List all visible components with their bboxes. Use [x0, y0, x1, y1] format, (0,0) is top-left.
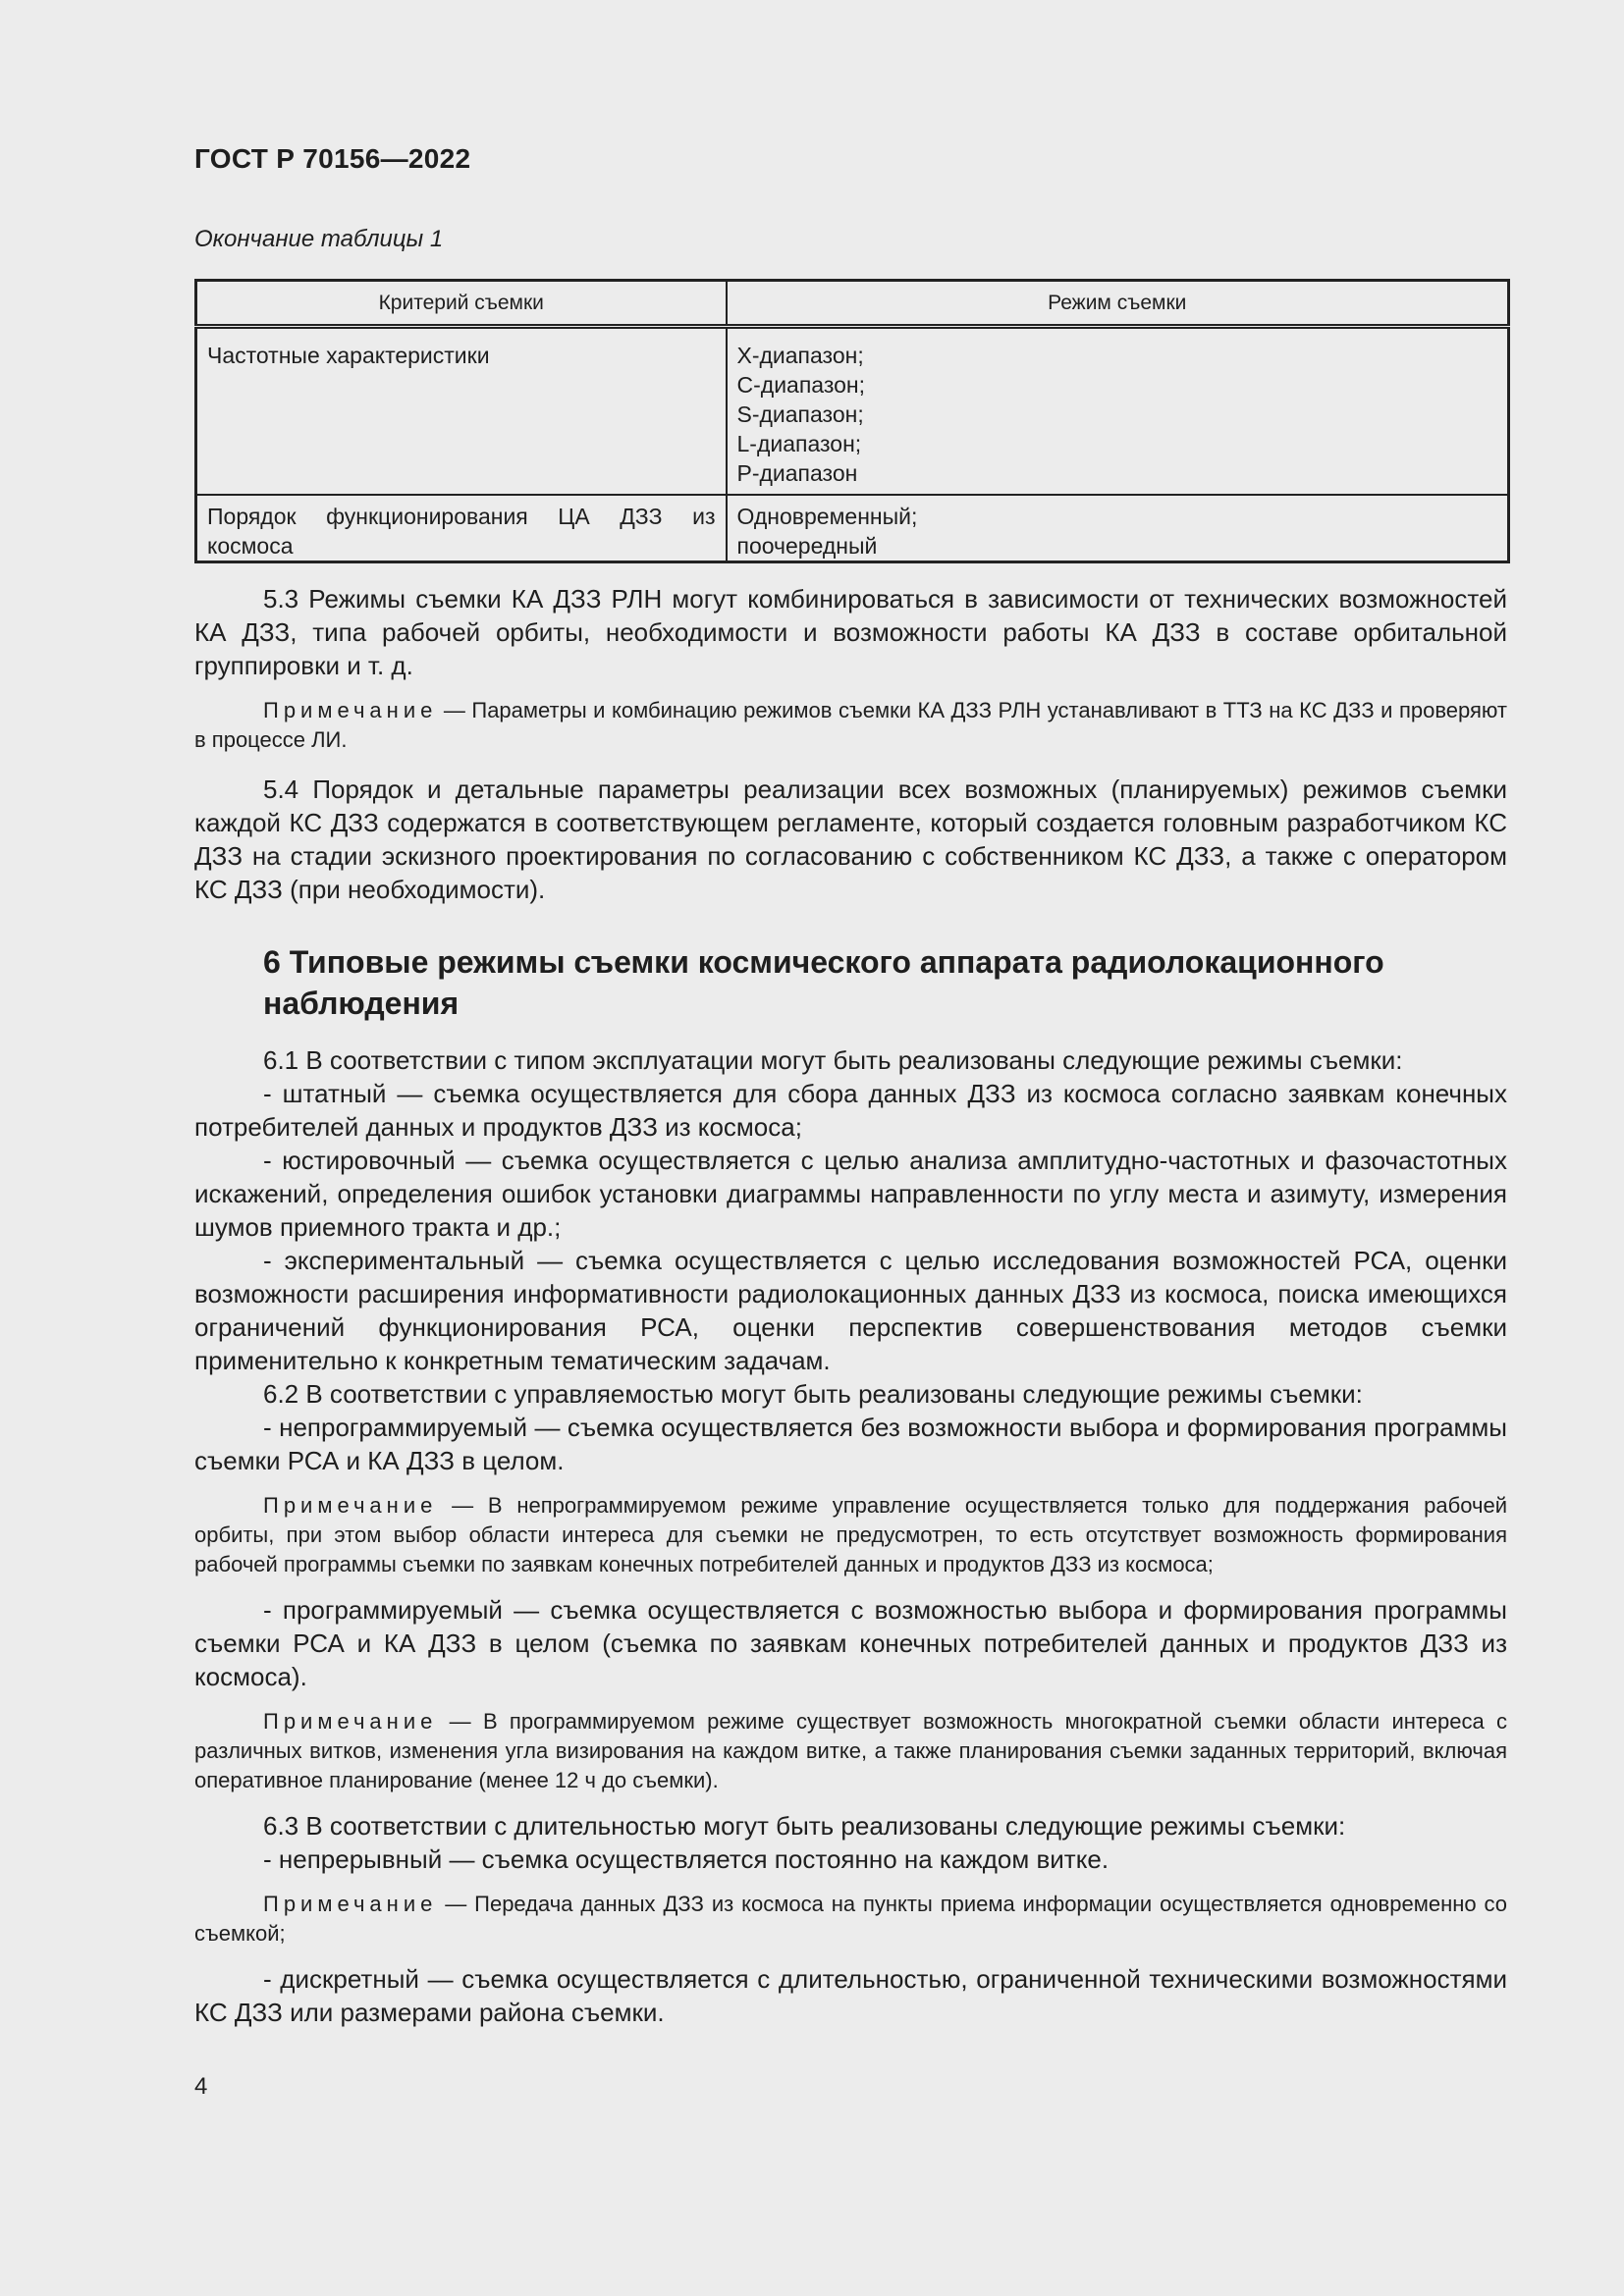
list-item-6-3-a: - непрерывный — съемка осуществляется постоянно на каждом витке.	[263, 1844, 1110, 1874]
column-header-mode: Режим съемки	[727, 281, 1509, 327]
table-caption: Окончание таблицы 1	[194, 226, 444, 252]
note-label: Примечание	[263, 698, 438, 722]
paragraph-5-4: 5.4 Порядок и детальные параметры реализации всех возможных (планируемых) режимов съемки каждой КС ДЗЗ содержатся в соответствующем регламенте, который создается головным разработчиком КС ДЗЗ на стадии эскизного проектирования по согласованию с собственником КС ДЗЗ, а также с оператором КС ДЗЗ (при необходимости).	[194, 774, 1507, 904]
paragraph-5-3: 5.3 Режимы съемки КА ДЗЗ РЛН могут комбинироваться в зависимости от технических возможностей КА ДЗЗ, типа рабочей орбиты, необходимости и возможности работы КА ДЗЗ в составе орбитальной группировки и т. д.	[194, 584, 1507, 680]
note-text: — В программируемом режиме существует возможность многократной съемки области интереса с различных витков, изменения угла визирования на каждом витке, а также планирования съемки заданных территорий, включая оперативное планирование (менее 12 ч до съемки).	[194, 1709, 1507, 1792]
criterion-line: космоса	[207, 533, 294, 559]
section-6-title: 6 Типовые режимы съемки космического аппарата радиолокационного наблюдения	[263, 944, 1384, 1021]
table-cell-criterion	[196, 495, 727, 562]
table-cell-modes	[727, 327, 1509, 496]
list-item-6-2-a: - непрограммируемый — съемка осуществляется без возможности выбора и формирования программы съемки РСА и КА ДЗЗ в целом.	[194, 1413, 1507, 1475]
note-text: — В непрограммируемом режиме управление осуществляется только для поддержания рабочей орбиты, при этом выбор области интереса для съемки не предусмотрен, то есть отсутствует возможность формирования рабочей программы съемки по заявкам конечных потребителей данных и продуктов ДЗЗ из космоса;	[194, 1493, 1507, 1576]
mode-item: С-диапазон;	[736, 372, 865, 398]
note-label: Примечание	[263, 1709, 438, 1734]
criterion-line: Порядок функционирования ЦА ДЗЗ из	[207, 504, 716, 529]
note-text: — Передача данных ДЗЗ из космоса на пункты приема информации осуществляется одновременно со съемкой;	[194, 1892, 1507, 1946]
paragraph-6-2: 6.2 В соответствии с управляемостью могут быть реализованы следующие режимы съемки:	[263, 1379, 1363, 1409]
list-item-6-3-b: - дискретный — съемка осуществляется с длительностью, ограниченной техническими возможностями КС ДЗЗ или размерами района съемки.	[194, 1964, 1507, 2027]
page-number: 4	[194, 2073, 208, 2100]
mode-item: L-диапазон;	[736, 431, 862, 456]
paragraph-6-3: 6.3 В соответствии с длительностью могут быть реализованы следующие режимы съемки:	[263, 1811, 1346, 1841]
paragraph-6-1: 6.1 В соответствии с типом эксплуатации могут быть реализованы следующие режимы съемки:	[263, 1045, 1403, 1075]
list-item-6-1-b: - юстировочный — съемка осуществляется с целью анализа амплитудно-частотных и фазочастотных искажений, определения ошибок установки диаграммы направленности по углу места и азимуту, измерения шумов приемного тракта и др.;	[194, 1146, 1507, 1242]
table-cell-modes	[727, 495, 1509, 562]
mode-item: Р-диапазон	[736, 460, 858, 486]
table-row	[196, 327, 1509, 496]
note	[194, 696, 1507, 755]
list-item-6-1-c: - экспериментальный — съемка осуществляется с целью исследования возможностей РСА, оценки возможности расширения информативности радиолокационных данных ДЗЗ из космоса, поиска имеющихся ограничений функционирования РСА, оценки перспектив совершенствования методов съемки применительно к конкретным тематическим задачам.	[194, 1246, 1507, 1375]
column-header-criterion: Критерий съемки	[196, 281, 727, 327]
table-header-row	[196, 281, 1509, 327]
mode-item: S-диапазон;	[736, 401, 864, 427]
list-item-6-2-b: - программируемый — съемка осуществляется с возможностью выбора и формирования программы съемки РСА и КА ДЗЗ в целом (съемка по заявкам конечных потребителей данных и продуктов ДЗЗ из космоса).	[194, 1595, 1507, 1691]
note	[194, 1890, 1507, 1949]
note	[194, 1491, 1507, 1579]
table-row	[196, 495, 1509, 562]
document-header: ГОСТ Р 70156—2022	[194, 143, 471, 174]
mode-item: поочередный	[736, 533, 878, 559]
list-item-6-1-a: - штатный — съемка осуществляется для сбора данных ДЗЗ из космоса согласно заявкам конечных потребителей данных и продуктов ДЗЗ из космоса;	[194, 1079, 1507, 1142]
modes-table	[194, 279, 1510, 563]
note-text: — Параметры и комбинацию режимов съемки КА ДЗЗ РЛН устанавливают в ТТЗ на КС ДЗЗ и проверяют в процессе ЛИ.	[194, 698, 1507, 752]
note	[194, 1707, 1507, 1795]
mode-item: Одновременный;	[736, 504, 918, 529]
document-body	[194, 574, 1507, 2029]
mode-item: X-диапазон;	[736, 343, 864, 368]
table-cell-criterion: Частотные характеристики	[196, 327, 727, 496]
note-label: Примечание	[263, 1493, 438, 1518]
note-label: Примечание	[263, 1892, 438, 1916]
